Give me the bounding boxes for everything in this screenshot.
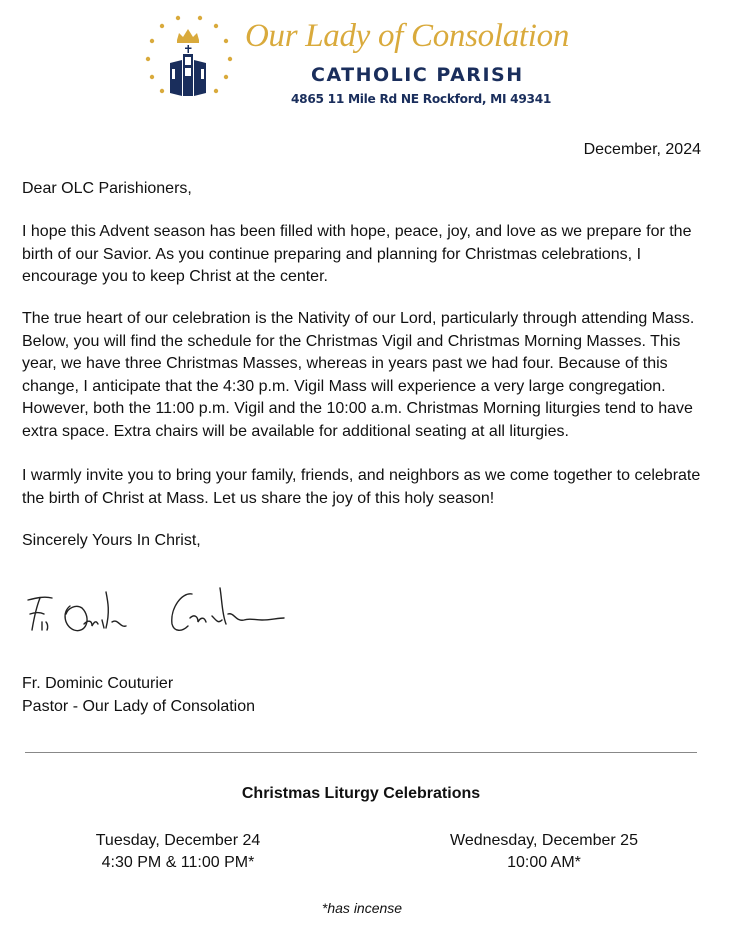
letterhead [0, 0, 730, 115]
paragraph-invitation: I warmly invite you to bring your family, friends, and neighbors as we come together to celebrate the birth of Christ at Mass. Let us share the joy of this holy season! [22, 467, 701, 507]
greeting: Dear OLC Parishioners, [22, 180, 192, 197]
schedule-title: Christmas Liturgy Celebrations [241, 785, 481, 802]
paragraph-advent: I hope this Advent season has been filled with hope, peace, joy, and love as we prepare for the birth of our Savior. As you continue preparing and planning for Christmas celebrations, I encourage you to keep Christ at the center. [22, 223, 692, 285]
schedule-times: 10:00 AM* [507, 854, 581, 871]
handwritten-signature [22, 578, 292, 642]
closing: Sincerely Yours In Christ, [22, 532, 201, 549]
parish-subtitle: CATHOLIC PARISH [311, 64, 524, 86]
schedule-day-dec-25 [394, 830, 694, 874]
parish-name: Our Lady of Consolation [245, 18, 570, 54]
incense-note: *has incense [321, 900, 403, 916]
parish-address: 4865 11 Mile Rd NE Rockford, MI 49341 [291, 92, 552, 106]
signer-name: Fr. Dominic Couturier [22, 675, 174, 692]
signer-block [22, 673, 255, 718]
schedule-day-dec-24 [28, 830, 328, 874]
church-crown-stars-logo-icon [143, 12, 243, 98]
schedule-times: 4:30 PM & 11:00 PM* [101, 854, 255, 871]
divider [25, 752, 697, 753]
paragraph-schedule: The true heart of our celebration is the Nativity of our Lord, particularly through attending Mass. Below, you will find the schedule for the Christmas Vigil and Christmas Morning Masses. This year, we have three Christmas Masses, whereas in years past we had four. Because of this change, I anticipate that the 4:30 p.m. Vigil Mass will experience a very large congregation. However, both the 11:00 p.m. Vigil and the 10:00 a.m. Christmas Morning liturgies tend to have extra space. Extra chairs will be available for additional seating at all liturgies. [22, 310, 695, 440]
signer-title: Pastor - Our Lady of Consolation [22, 697, 256, 715]
schedule-day-label: Wednesday, December 25 [450, 832, 638, 849]
letter-date: December, 2024 [583, 141, 701, 158]
schedule-day-label: Tuesday, December 24 [95, 832, 261, 849]
